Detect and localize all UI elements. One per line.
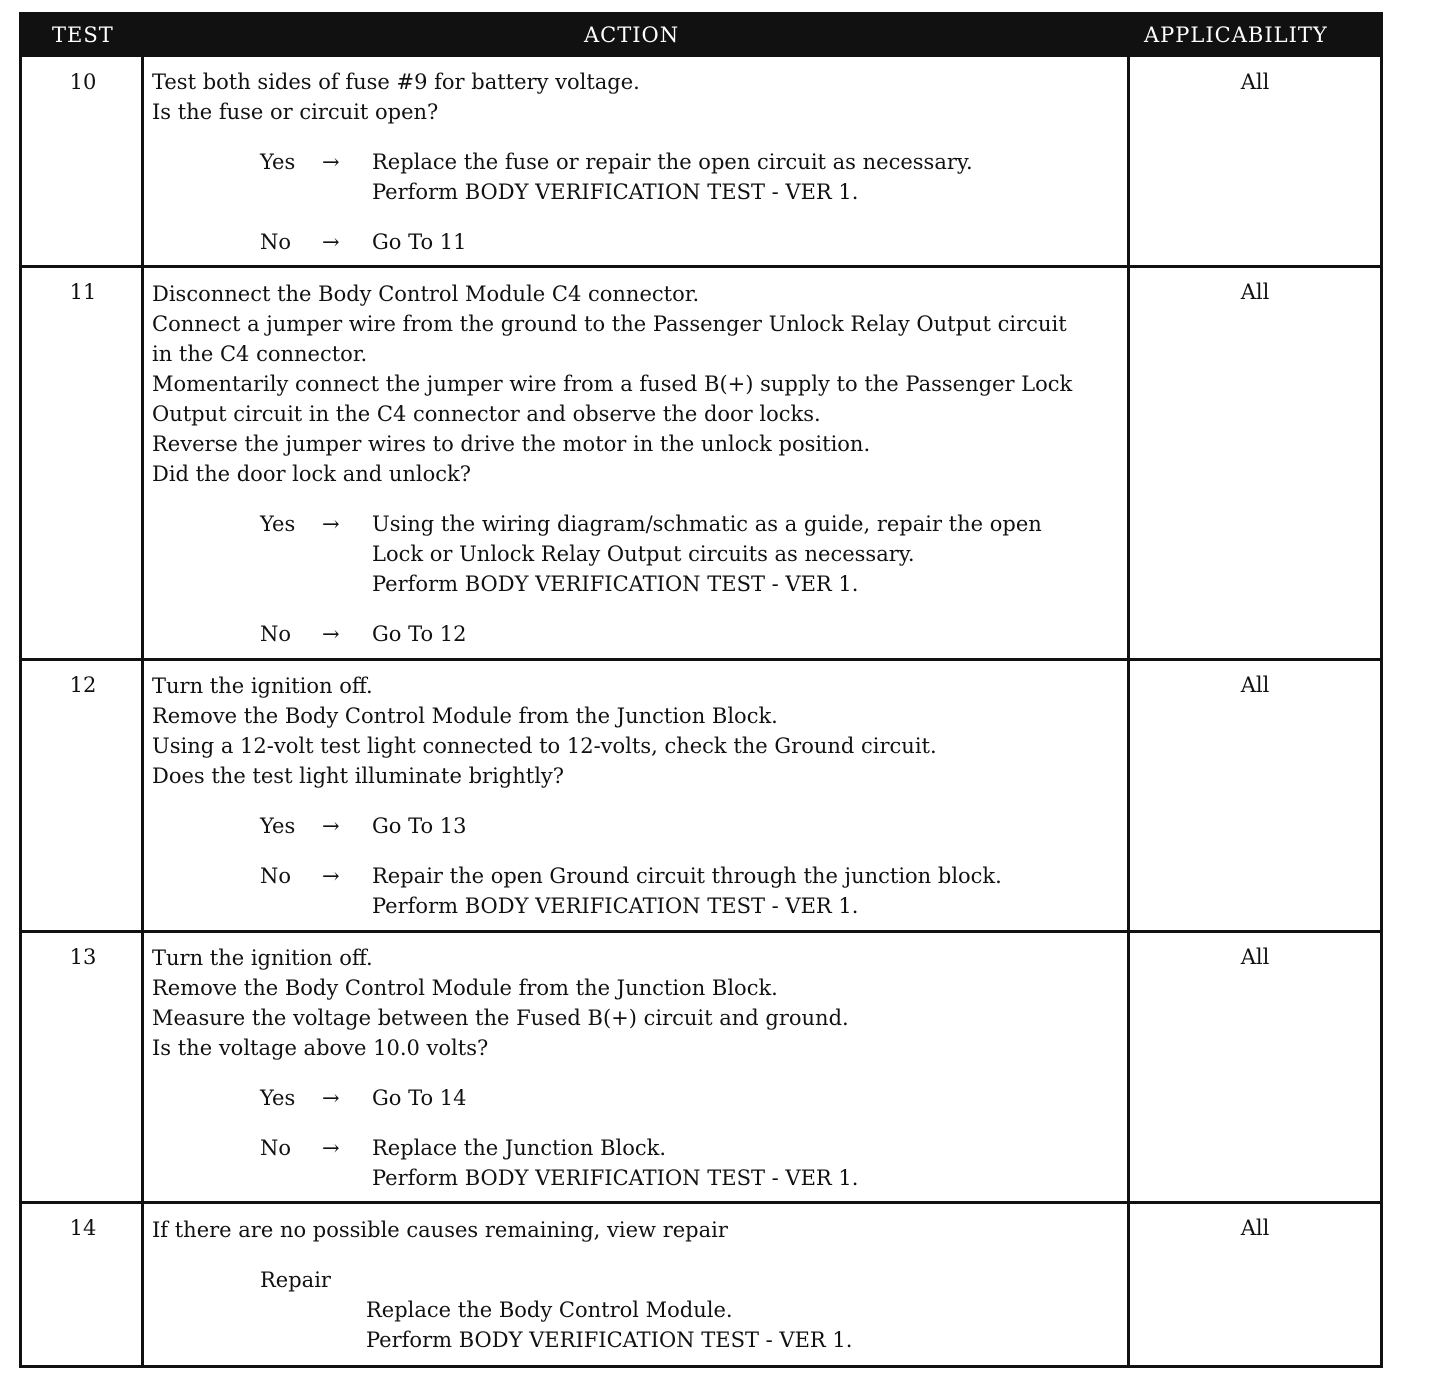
question-line: Using a 12-volt test light connected to 12-volts, check the Ground circuit. bbox=[152, 734, 937, 758]
diagnostic-test-table bbox=[19, 12, 1383, 1368]
question-line: Disconnect the Body Control Module C4 connector. bbox=[152, 282, 700, 306]
no-answer bbox=[152, 1133, 1127, 1163]
header-test: TEST bbox=[52, 23, 114, 47]
row-divider bbox=[22, 930, 1380, 933]
header-action: ACTION bbox=[584, 23, 680, 47]
goto-link[interactable]: Go To 12 bbox=[372, 622, 467, 646]
arrow-icon: → bbox=[322, 150, 340, 174]
yes-answer bbox=[152, 811, 1127, 841]
question-line: Connect a jumper wire from the ground to the Passenger Unlock Relay Output circuit bbox=[152, 312, 1067, 336]
question-line: Reverse the jumper wires to drive the motor in the unlock position. bbox=[152, 432, 871, 456]
applicability: All bbox=[1240, 280, 1270, 304]
test-number: 12 bbox=[69, 673, 97, 697]
applicability: All bbox=[1240, 1216, 1270, 1240]
result-line: Using the wiring diagram/schmatic as a guide, repair the open bbox=[372, 512, 1042, 536]
yes-label: Yes bbox=[260, 512, 296, 536]
result-line: Repair the open Ground circuit through the junction block. bbox=[372, 864, 1002, 888]
applicability: All bbox=[1240, 70, 1270, 94]
no-label: No bbox=[260, 864, 292, 888]
question-line: Test both sides of fuse #9 for battery voltage. bbox=[152, 70, 640, 94]
question-line: Is the voltage above 10.0 volts? bbox=[152, 1036, 489, 1060]
arrow-icon: → bbox=[322, 512, 340, 536]
result-line: Replace the fuse or repair the open circuit as necessary. bbox=[372, 150, 973, 174]
test-number: 11 bbox=[69, 280, 97, 304]
arrow-icon: → bbox=[322, 864, 340, 888]
question-line: Did the door lock and unlock? bbox=[152, 462, 472, 486]
result-line: Perform BODY VERIFICATION TEST - VER 1. bbox=[372, 894, 859, 918]
yes-label: Yes bbox=[260, 1086, 296, 1110]
question-line: Remove the Body Control Module from the Junction Block. bbox=[152, 976, 778, 1000]
applicability: All bbox=[1240, 673, 1270, 697]
result-line: Perform BODY VERIFICATION TEST - VER 1. bbox=[366, 1328, 853, 1352]
question-line: Turn the ignition off. bbox=[152, 674, 373, 698]
result-line: Replace the Junction Block. bbox=[372, 1136, 667, 1160]
test-action bbox=[152, 67, 1127, 257]
row-divider bbox=[22, 658, 1380, 661]
column-divider bbox=[141, 57, 144, 1365]
arrow-icon: → bbox=[322, 230, 340, 254]
yes-answer bbox=[152, 147, 1127, 177]
yes-answer bbox=[152, 509, 1127, 539]
question-line: Remove the Body Control Module from the Junction Block. bbox=[152, 704, 778, 728]
question-line: Momentarily connect the jumper wire from a fused B(+) supply to the Passenger Lock bbox=[152, 372, 1073, 396]
result-line: Perform BODY VERIFICATION TEST - VER 1. bbox=[372, 1166, 859, 1190]
test-number: 14 bbox=[69, 1216, 97, 1240]
test-number: 10 bbox=[69, 70, 97, 94]
goto-link[interactable]: Go To 11 bbox=[372, 230, 467, 254]
no-answer bbox=[152, 861, 1127, 891]
goto-link[interactable]: Go To 13 bbox=[372, 814, 467, 838]
header-applicability: APPLICABILITY bbox=[1144, 23, 1328, 47]
question-line: Is the fuse or circuit open? bbox=[152, 100, 439, 124]
no-label: No bbox=[260, 1136, 292, 1160]
arrow-icon: → bbox=[322, 814, 340, 838]
repair-heading bbox=[152, 1265, 1127, 1295]
question-line: Measure the voltage between the Fused B(+) circuit and ground. bbox=[152, 1006, 849, 1030]
arrow-icon: → bbox=[322, 1086, 340, 1110]
test-action bbox=[152, 943, 1127, 1193]
result-line: Perform BODY VERIFICATION TEST - VER 1. bbox=[372, 180, 859, 204]
result-line: Perform BODY VERIFICATION TEST - VER 1. bbox=[372, 572, 859, 596]
result-line: Lock or Unlock Relay Output circuits as necessary. bbox=[372, 542, 915, 566]
no-label: No bbox=[260, 622, 292, 646]
arrow-icon: → bbox=[322, 1136, 340, 1160]
question-line: Does the test light illuminate brightly? bbox=[152, 764, 565, 788]
result-line: Replace the Body Control Module. bbox=[366, 1298, 733, 1322]
question-line: If there are no possible causes remaining, view repair bbox=[152, 1218, 728, 1242]
applicability: All bbox=[1240, 945, 1270, 969]
table-header bbox=[22, 15, 1380, 57]
yes-answer bbox=[152, 1083, 1127, 1113]
question-line: in the C4 connector. bbox=[152, 342, 368, 366]
test-action bbox=[152, 279, 1127, 649]
question-line: Turn the ignition off. bbox=[152, 946, 373, 970]
goto-link[interactable]: Go To 14 bbox=[372, 1086, 467, 1110]
test-number: 13 bbox=[69, 945, 97, 969]
no-answer bbox=[152, 227, 1127, 257]
row-divider bbox=[22, 1201, 1380, 1204]
no-answer bbox=[152, 619, 1127, 649]
repair-label: Repair bbox=[260, 1268, 331, 1292]
arrow-icon: → bbox=[322, 622, 340, 646]
yes-label: Yes bbox=[260, 150, 296, 174]
row-divider bbox=[22, 265, 1380, 268]
question-line: Output circuit in the C4 connector and observe the door locks. bbox=[152, 402, 821, 426]
column-divider bbox=[1127, 57, 1130, 1365]
no-label: No bbox=[260, 230, 292, 254]
test-action bbox=[152, 1215, 1127, 1355]
yes-label: Yes bbox=[260, 814, 296, 838]
test-action bbox=[152, 671, 1127, 921]
